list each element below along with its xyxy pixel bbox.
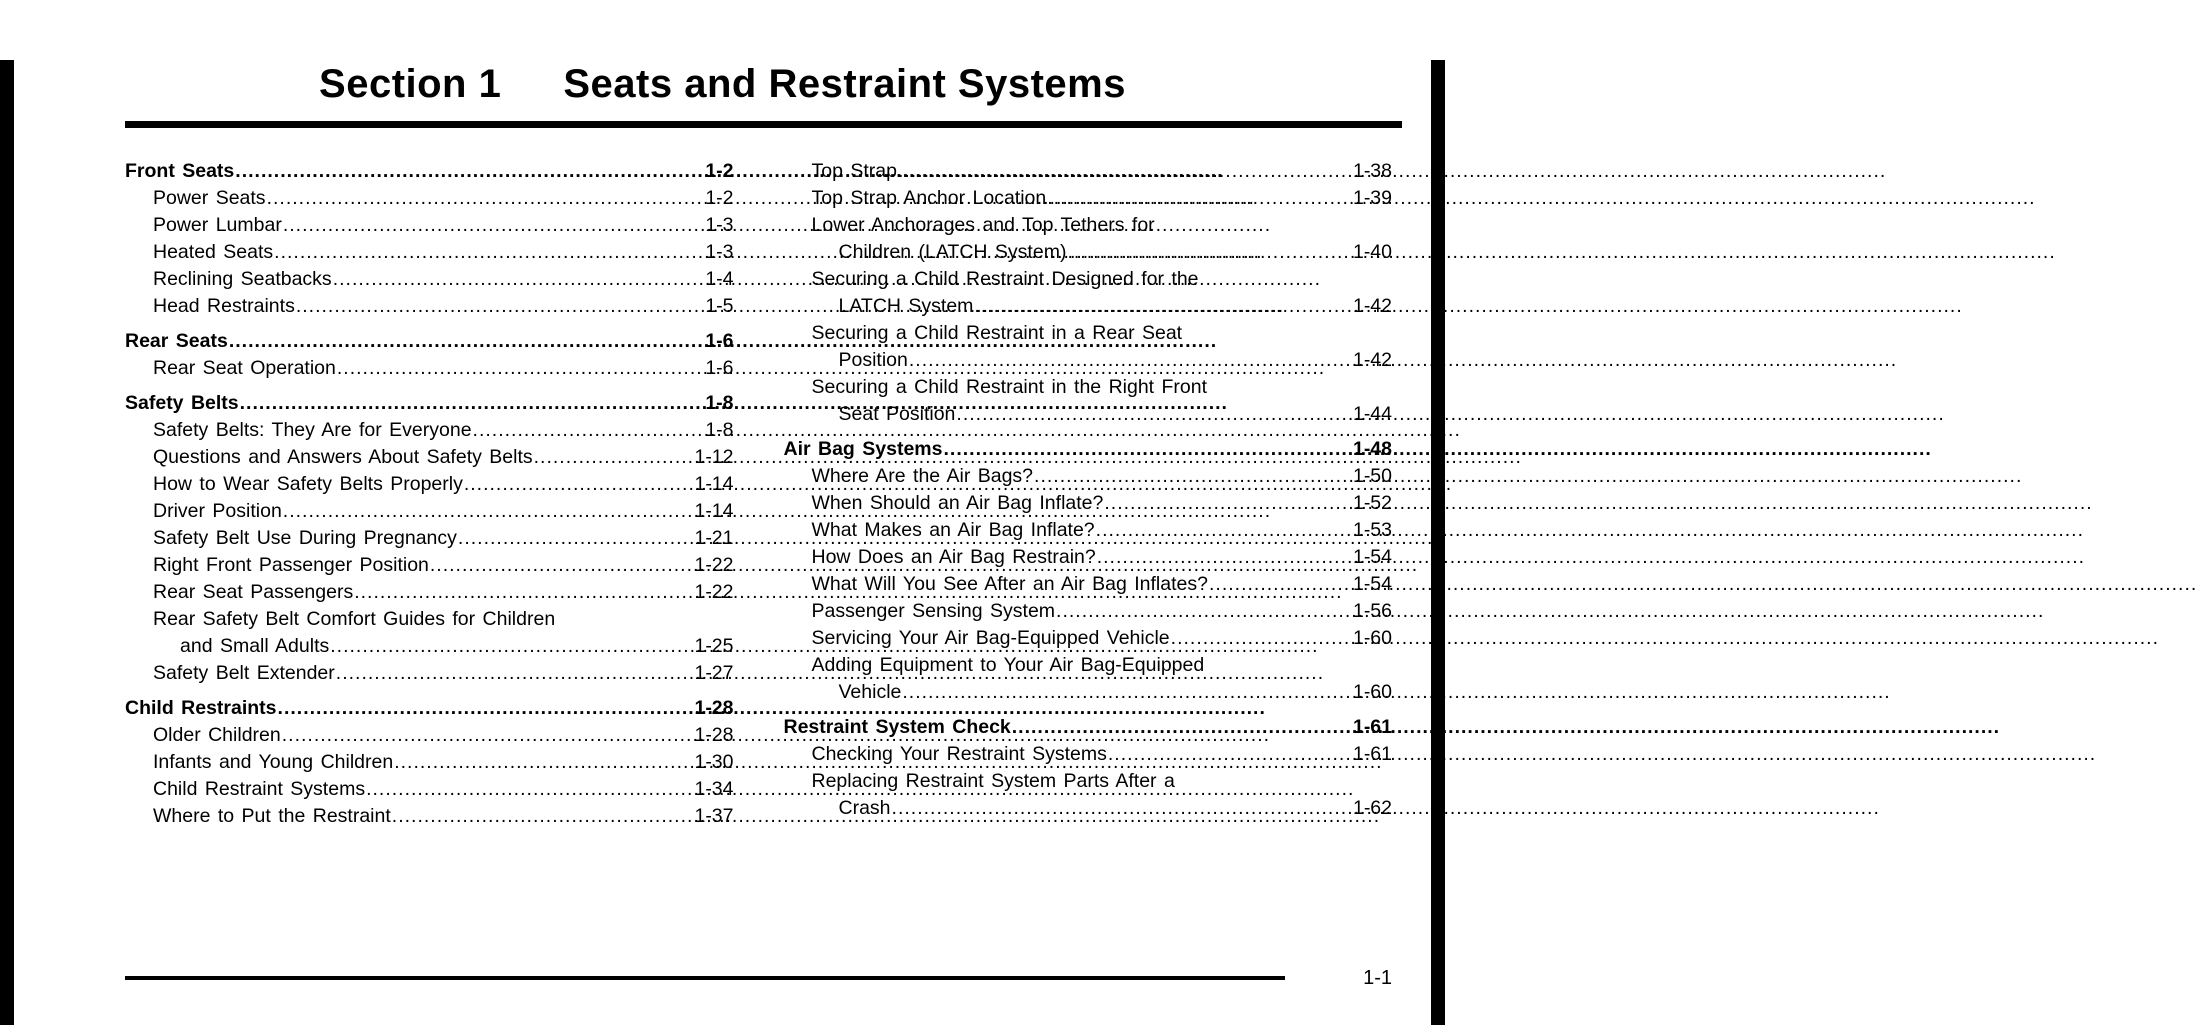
toc-entry-row: [784, 795, 1393, 822]
dot-leader: [458, 525, 694, 552]
toc-entry-row: [125, 803, 734, 830]
toc-entry-row: [125, 606, 734, 633]
dot-leader: [473, 417, 705, 444]
toc-entry-page: 1-3: [705, 214, 734, 236]
dot-leader: [943, 436, 1351, 463]
toc-entry-row: [125, 266, 734, 293]
toc-entry-label: Heated Seats: [153, 241, 274, 263]
toc-entry-page: 1-21: [694, 527, 734, 549]
toc-entry-label: What Will You See After an Air Bag Inflates?: [811, 573, 1208, 595]
dot-leader: [1097, 544, 1352, 571]
dot-leader: [1096, 517, 1352, 544]
dot-leader: [956, 401, 1352, 428]
toc-entry-row: [784, 741, 1393, 768]
dot-leader: [430, 552, 694, 579]
toc-entry-label: Rear Safety Belt Comfort Guides for Children: [153, 608, 556, 630]
toc-entry-row: [125, 293, 734, 320]
toc-entry-row: [125, 239, 734, 266]
toc-entry-page: 1-3: [705, 241, 734, 263]
toc-entry-page: 1-54: [1352, 573, 1392, 595]
toc-entry-page: 1-28: [694, 724, 734, 746]
dot-leader: [235, 158, 704, 185]
toc-entry-row: [784, 463, 1393, 490]
dot-leader: [267, 185, 705, 212]
dot-leader: [354, 579, 693, 606]
toc-entry-page: 1-62: [1352, 797, 1392, 819]
toc-entry-label: Securing a Child Restraint Designed for the: [811, 268, 1199, 290]
toc-entry-label: Right Front Passenger Position: [153, 554, 429, 576]
toc-entry-row: [784, 679, 1393, 706]
toc-entry-label: Air Bag Systems: [783, 438, 943, 460]
dot-leader: [464, 471, 694, 498]
toc-heading-row: [784, 714, 1393, 741]
toc-entry-label: Where Are the Air Bags?: [811, 465, 1034, 487]
toc-entry-row: [125, 185, 734, 212]
toc-columns: [125, 158, 1392, 830]
section-name: Seats and Restraint Systems: [563, 62, 1126, 106]
dot-leader: [240, 390, 705, 417]
dot-leader: [392, 803, 694, 830]
toc-entry-label: Position: [838, 349, 908, 371]
dot-leader: [1034, 463, 1352, 490]
toc-entry-row: [784, 266, 1393, 293]
dot-leader: [898, 158, 1352, 185]
toc-entry-label: Child Restraint Systems: [153, 778, 366, 800]
toc-entry-page: 1-8: [705, 392, 734, 414]
toc-column-right: [784, 158, 1393, 830]
toc-entry-row: [125, 498, 734, 525]
dot-leader: [1108, 741, 1352, 768]
toc-entry-page: 1-2: [705, 160, 734, 182]
toc-entry-row: [125, 660, 734, 687]
toc-entry-label: Older Children: [153, 724, 281, 746]
toc-entry-page: 1-40: [1352, 241, 1392, 263]
toc-entry-page: 1-6: [705, 357, 734, 379]
dot-leader: [283, 498, 694, 525]
dot-leader: [534, 444, 694, 471]
toc-entry-row: [125, 444, 734, 471]
toc-entry-page: 1-27: [694, 662, 734, 684]
toc-entry-label: Where to Put the Restraint: [153, 805, 391, 827]
toc-entry-page: 1-44: [1352, 403, 1392, 425]
toc-entry-row: [125, 776, 734, 803]
toc-entry-label: Securing a Child Restraint in a Rear Seat: [811, 322, 1183, 344]
toc-entry-label: Power Seats: [153, 187, 266, 209]
toc-entry-page: 1-60: [1352, 681, 1392, 703]
toc-entry-row: [125, 722, 734, 749]
toc-entry-row: [784, 652, 1393, 679]
toc-entry-row: [784, 625, 1393, 652]
toc-entry-page: 1-28: [694, 697, 734, 719]
dot-leader: [1067, 239, 1352, 266]
toc-entry-label: Power Lumbar: [153, 214, 282, 236]
toc-entry-label: Adding Equipment to Your Air Bag-Equipped: [811, 654, 1205, 676]
dot-leader: [330, 633, 693, 660]
toc-entry-row: [784, 212, 1393, 239]
page-title: [0, 60, 1445, 108]
toc-entry-row: [784, 517, 1393, 544]
toc-entry-label: Safety Belts: They Are for Everyone: [153, 419, 472, 441]
toc-entry-label: Lower Anchorages and Top Tethers for: [811, 214, 1155, 236]
toc-entry-label: Safety Belts: [125, 392, 239, 414]
toc-entry-page: 1-61: [1352, 743, 1392, 765]
toc-entry-label: Passenger Sensing System: [811, 600, 1056, 622]
toc-entry-page: 1-54: [1352, 546, 1392, 568]
dot-leader: [283, 212, 705, 239]
toc-entry-label: Child Restraints: [125, 697, 277, 719]
toc-heading-row: [125, 390, 734, 417]
toc-entry-page: 1-50: [1352, 465, 1392, 487]
toc-heading-row: [125, 158, 734, 185]
toc-entry-label: Questions and Answers About Safety Belts: [153, 446, 533, 468]
toc-heading-row: [125, 695, 734, 722]
dot-leader: [296, 293, 704, 320]
toc-entry-row: [784, 158, 1393, 185]
dot-leader: [394, 749, 693, 776]
dot-leader: [366, 776, 693, 803]
toc-entry-label: Vehicle: [838, 681, 902, 703]
toc-heading-row: [784, 436, 1393, 463]
toc-entry-row: [125, 417, 734, 444]
dot-leader: [909, 347, 1352, 374]
toc-entry-row: [784, 571, 1393, 598]
page-footer: [125, 966, 1392, 990]
toc-entry-label: Rear Seat Operation: [153, 357, 336, 379]
toc-entry-row: [784, 598, 1393, 625]
toc-entry-page: 1-14: [694, 500, 734, 522]
toc-entry-row: [784, 490, 1393, 517]
toc-entry-label: Servicing Your Air Bag-Equipped Vehicle: [811, 627, 1170, 649]
toc-entry-row: [125, 579, 734, 606]
toc-entry-label: Restraint System Check: [783, 716, 1011, 738]
toc-entry-label: Top Strap Anchor Location: [811, 187, 1047, 209]
toc-entry-page: 1-48: [1352, 438, 1392, 460]
toc-entry-label: Top Strap: [811, 160, 897, 182]
toc-heading-row: [125, 328, 734, 355]
toc-entry-page: 1-6: [705, 330, 734, 352]
toc-entry-label: When Should an Air Bag Inflate?: [811, 492, 1104, 514]
title-rule: [125, 121, 1402, 128]
toc-entry-row: [125, 471, 734, 498]
toc-entry-row: [784, 768, 1393, 795]
toc-entry-page: 1-34: [694, 778, 734, 800]
toc-entry-label: How to Wear Safety Belts Properly: [153, 473, 463, 495]
toc-entry-page: 1-4: [705, 268, 734, 290]
toc-entry-page: 1-14: [694, 473, 734, 495]
toc-entry-label: Driver Position: [153, 500, 282, 522]
toc-entry-row: [784, 374, 1393, 401]
toc-entry-row: [784, 239, 1393, 266]
toc-entry-row: [784, 401, 1393, 428]
toc-entry-label: What Makes an Air Bag Inflate?: [811, 519, 1095, 541]
dot-leader: [974, 293, 1352, 320]
toc-entry-page: 1-5: [705, 295, 734, 317]
toc-entry-row: [125, 355, 734, 382]
dot-leader: [1047, 185, 1352, 212]
dot-leader: [1104, 490, 1352, 517]
toc-entry-label: LATCH System: [838, 295, 974, 317]
dot-leader: [336, 660, 694, 687]
toc-entry-row: [784, 544, 1393, 571]
toc-entry-label: Crash: [838, 797, 891, 819]
left-edge-bar: [0, 60, 14, 1025]
toc-entry-page: 1-39: [1352, 187, 1392, 209]
toc-entry-label: Rear Seats: [125, 330, 228, 352]
footer-rule: [125, 976, 1285, 980]
dot-leader: [1209, 571, 1352, 598]
right-edge-bar: [1431, 60, 1445, 1025]
toc-entry-label: Checking Your Restraint Systems: [811, 743, 1107, 765]
toc-entry-row: [784, 320, 1393, 347]
toc-entry-row: [125, 552, 734, 579]
toc-entry-row: [784, 185, 1393, 212]
toc-entry-label: Front Seats: [125, 160, 235, 182]
dot-leader: [902, 679, 1352, 706]
toc-entry-page: 1-22: [694, 554, 734, 576]
dot-leader: [282, 722, 694, 749]
toc-entry-page: 1-42: [1352, 349, 1392, 371]
toc-entry-label: Safety Belt Use During Pregnancy: [153, 527, 457, 549]
toc-entry-label: Securing a Child Restraint in the Right Front: [811, 376, 1208, 398]
toc-entry-page: 1-42: [1352, 295, 1392, 317]
dot-leader: [337, 355, 704, 382]
toc-entry-label: How Does an Air Bag Restrain?: [811, 546, 1096, 568]
toc-entry-page: 1-53: [1352, 519, 1392, 541]
toc-entry-row: [784, 293, 1393, 320]
dot-leader: [892, 795, 1352, 822]
toc-entry-page: 1-25: [694, 635, 734, 657]
toc-entry-page: 1-12: [694, 446, 734, 468]
dot-leader: [1012, 714, 1352, 741]
toc-entry-label: Infants and Young Children: [153, 751, 394, 773]
dot-leader: [274, 239, 704, 266]
toc-entry-label: Safety Belt Extender: [153, 662, 335, 684]
toc-entry-page: 1-61: [1352, 716, 1392, 738]
toc-entry-row: [125, 749, 734, 776]
toc-entry-page: 1-22: [694, 581, 734, 603]
dot-leader: [229, 328, 704, 355]
dot-leader: [1171, 625, 1352, 652]
toc-entry-label: Replacing Restraint System Parts After a: [811, 770, 1175, 792]
toc-entry-page: 1-2: [705, 187, 734, 209]
toc-entry-label: and Small Adults: [180, 635, 330, 657]
toc-entry-page: 1-37: [694, 805, 734, 827]
toc-entry-row: [125, 525, 734, 552]
toc-entry-label: Children (LATCH System): [838, 241, 1067, 263]
toc-entry-row: [125, 633, 734, 660]
dot-leader: [278, 695, 694, 722]
toc-entry-label: Reclining Seatbacks: [153, 268, 332, 290]
section-number: Section 1: [319, 62, 502, 106]
toc-entry-row: [784, 347, 1393, 374]
toc-entry-label: Head Restraints: [153, 295, 295, 317]
dot-leader: [333, 266, 705, 293]
toc-entry-row: [125, 212, 734, 239]
toc-entry-label: Seat Position: [838, 403, 956, 425]
toc-entry-page: 1-60: [1352, 627, 1392, 649]
toc-entry-label: Rear Seat Passengers: [153, 581, 354, 603]
toc-entry-page: 1-52: [1352, 492, 1392, 514]
toc-entry-page: 1-30: [694, 751, 734, 773]
dot-leader: [1056, 598, 1352, 625]
toc-entry-page: 1-38: [1352, 160, 1392, 182]
footer-page-number: 1-1: [1363, 967, 1392, 989]
toc-entry-page: 1-8: [705, 419, 734, 441]
toc-entry-page: 1-56: [1352, 600, 1392, 622]
toc-column-left: [125, 158, 734, 830]
